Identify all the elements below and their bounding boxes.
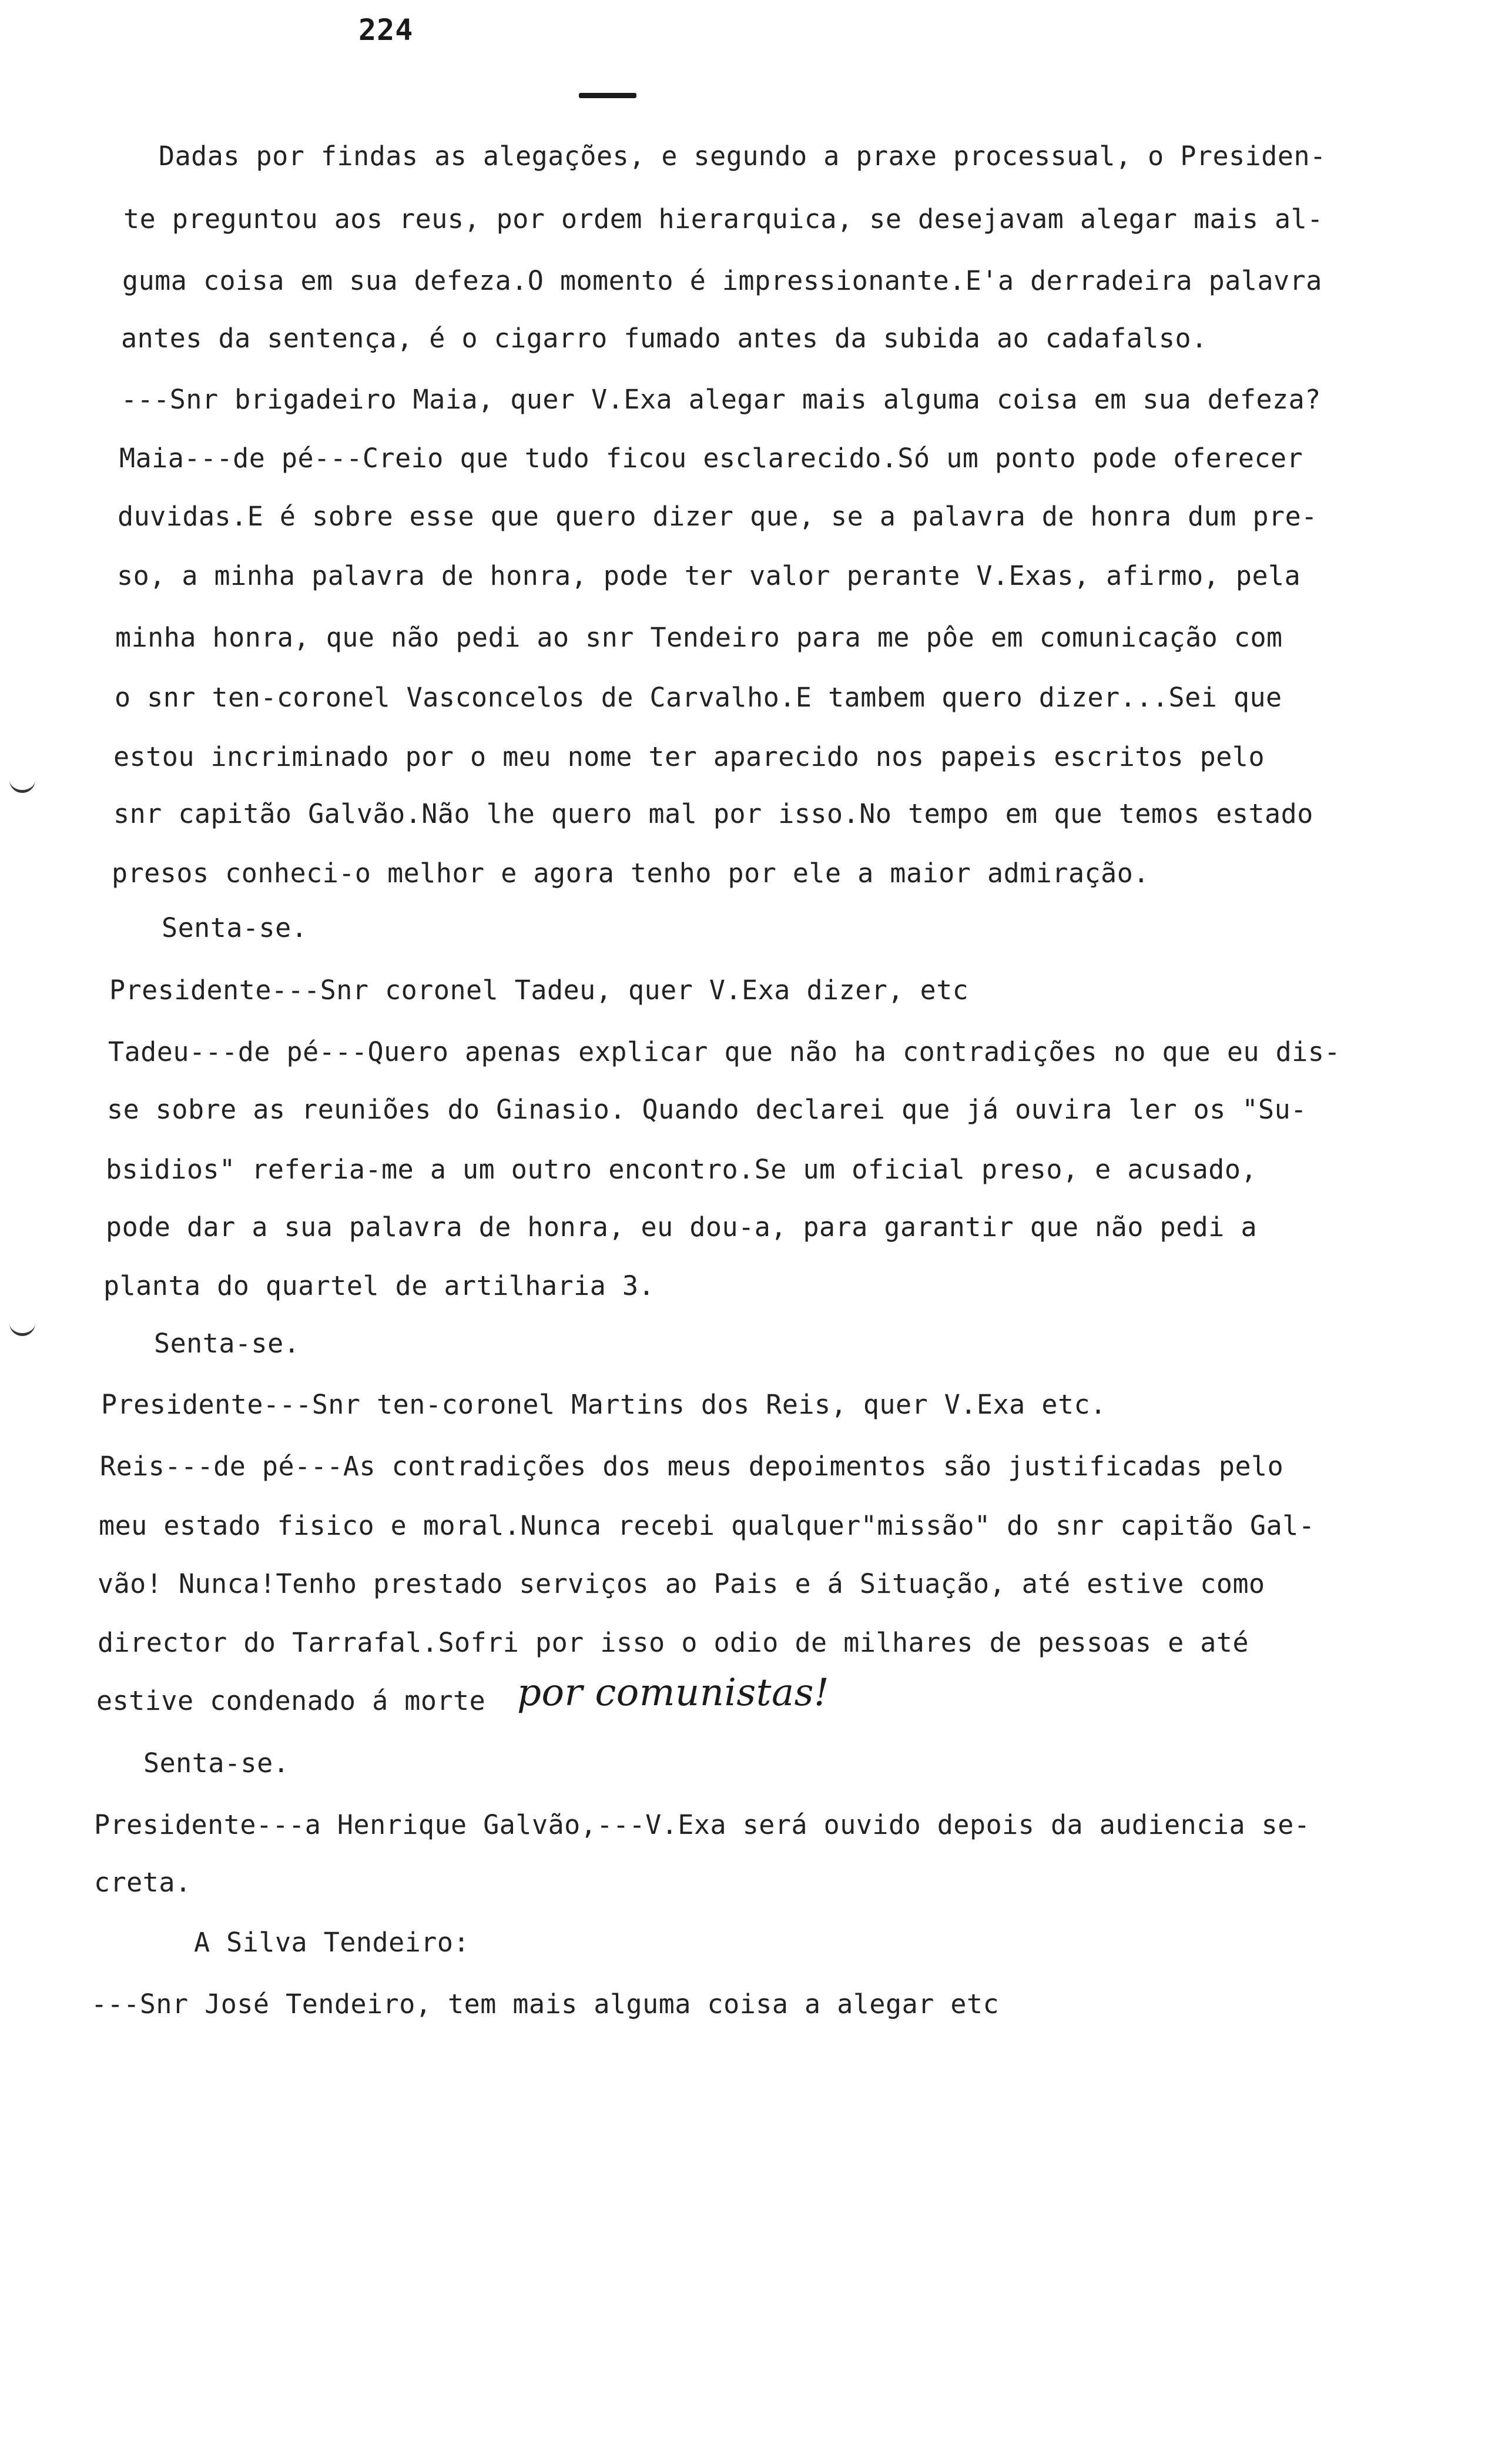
text-line: director do Tarrafal.Sofri por isso o odio de milhares de pessoas e até: [98, 1627, 1249, 1658]
text-line: guma coisa em sua defeza.O momento é impressionante.E'a derradeira palavra: [122, 265, 1322, 296]
text-line: te preguntou aos reus, por ordem hierarquica, se desejavam alegar mais al-: [123, 203, 1323, 235]
text-line: ---Snr brigadeiro Maia, quer V.Exa alegar mais alguma coisa em sua defeza?: [121, 384, 1321, 415]
text-line: Maia---de pé---Creio que tudo ficou esclarecido.Só um ponto pode oferecer: [119, 443, 1303, 474]
margin-mark: [9, 777, 35, 793]
text-line: ---Snr José Tendeiro, tem mais alguma coisa a alegar etc: [91, 1988, 1000, 2020]
text-line: snr capitão Galvão.Não lhe quero mal por isso.No tempo em que temos estado: [113, 798, 1313, 829]
page-number: 224: [358, 13, 414, 47]
text-line: estive condenado á morte: [96, 1685, 486, 1716]
text-line: o snr ten-coronel Vasconcelos de Carvalho.E tambem quero dizer...Sei que: [115, 682, 1282, 713]
text-line: minha honra, que não pedi ao snr Tendeiro para me pôe em comunicação com: [115, 622, 1283, 653]
text-line: creta.: [94, 1867, 192, 1898]
text-line: presos conheci-o melhor e agora tenho por ele a maior admiração.: [112, 858, 1149, 889]
text-line: planta do quartel de artilharia 3.: [103, 1270, 655, 1301]
text-line: pode dar a sua palavra de honra, eu dou-a, para garantir que não pedi a: [106, 1211, 1258, 1243]
text-line: antes da sentença, é o cigarro fumado antes da subida ao cadafalso.: [121, 323, 1208, 354]
text-line: Presidente---a Henrique Galvão,---V.Exa será ouvido depois da audiencia se-: [94, 1809, 1310, 1840]
text-line: Senta-se.: [143, 1747, 290, 1779]
text-line: estou incriminado por o meu nome ter aparecido nos papeis escritos pelo: [113, 741, 1265, 772]
text-line: Presidente---Snr coronel Tadeu, quer V.Exa dizer, etc: [109, 975, 969, 1006]
text-line: Dadas por findas as alegações, e segundo a praxe processual, o Presiden-: [159, 140, 1326, 172]
text-line: bsidios" referia-me a um outro encontro.Se um oficial preso, e acusado,: [106, 1154, 1258, 1185]
text-line: vão! Nunca!Tenho prestado serviços ao Pais e á Situação, até estive como: [98, 1568, 1265, 1599]
text-line: Reis---de pé---As contradições dos meus depoimentos são justificadas pelo: [100, 1451, 1284, 1482]
text-line: A Silva Tendeiro:: [194, 1927, 470, 1958]
text-line: se sobre as reuniões do Ginasio. Quando declarei que já ouvira ler os "Su-: [107, 1094, 1307, 1125]
header-dash: [579, 93, 636, 98]
text-line: Senta-se.: [162, 912, 308, 943]
text-line: meu estado fisico e moral.Nunca recebi qualquer"missão" do snr capitão Gal-: [99, 1510, 1315, 1541]
handwritten-note: por comunistas!: [517, 1671, 830, 1715]
text-line: Presidente---Snr ten-coronel Martins dos Reis, quer V.Exa etc.: [101, 1389, 1107, 1420]
text-line: Tadeu---de pé---Quero apenas explicar que não ha contradições no que eu dis-: [108, 1036, 1341, 1067]
margin-mark: [9, 1320, 35, 1336]
text-line: duvidas.E é sobre esse que quero dizer que, se a palavra de honra dum pre-: [118, 501, 1318, 532]
text-line: so, a minha palavra de honra, pode ter valor perante V.Exas, afirmo, pela: [117, 560, 1301, 591]
text-line: Senta-se.: [154, 1328, 300, 1359]
